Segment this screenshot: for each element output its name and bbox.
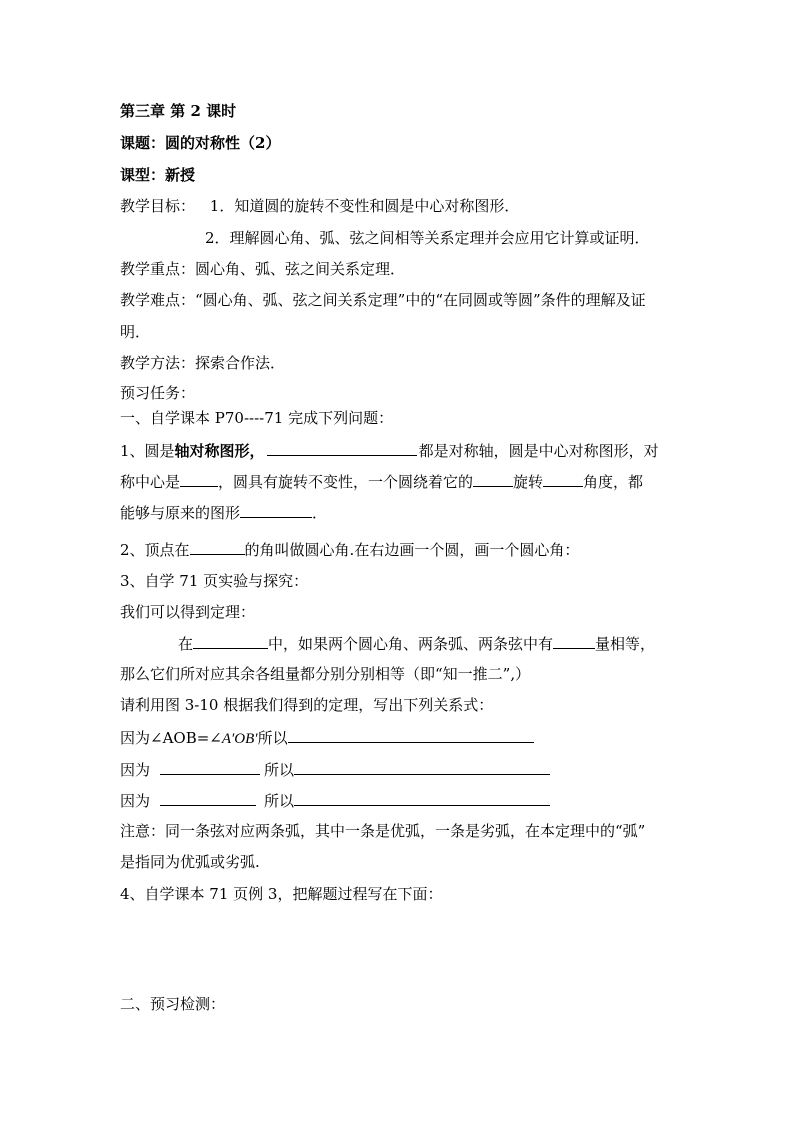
q1-bold-term: 轴对称图形， <box>174 442 265 460</box>
relation-row-1 <box>120 727 534 749</box>
lesson-topic: 课题：圆的对称性（2） <box>120 134 281 152</box>
blank-relation-2-given[interactable] <box>160 759 260 775</box>
theorem-suffix: 量相等， <box>595 635 656 653</box>
q2-prefix: 2、顶点在 <box>120 541 190 559</box>
relation2-because: 因为 <box>120 761 151 779</box>
theorem-intro: 我们可以得到定理： <box>120 603 256 621</box>
q1-angle-suffix: 角度，都 <box>583 473 644 491</box>
theorem-line-1 <box>178 633 655 654</box>
q1-center-prefix: 称中心是 <box>120 473 181 491</box>
chapter-title: 第三章 第 2 课时 <box>120 102 237 120</box>
q3-heading: 3、自学 71 页实验与探究： <box>120 572 309 590</box>
q1-line-3 <box>120 502 327 523</box>
blank-relation-2-result[interactable] <box>294 759 550 775</box>
teaching-method: 教学方法：探索合作法． <box>120 354 286 372</box>
relation3-because: 因为 <box>120 792 151 810</box>
q1-suffix: 都是对称轴，圆是中心对称图形，对 <box>418 442 659 460</box>
q1-line-1 <box>120 440 659 461</box>
objective-item-1: 1．知道圆的旋转不变性和圆是中心对称图形． <box>209 197 520 215</box>
q1-period: ． <box>312 504 328 522</box>
relation1-because: 因为∠AOB=∠ <box>120 729 222 747</box>
difficulty-line-1: 教学难点：“圆心角、弧、弦之间关系定理”中的“在同圆或等圆”条件的理解及证 <box>120 291 646 309</box>
preview-task-label: 预习任务： <box>120 384 196 402</box>
blank-angle[interactable] <box>543 471 583 487</box>
theorem-mid: 中，如果两个圆心角、两条弧、两条弦中有 <box>268 635 554 653</box>
relation1-so: 所以 <box>257 729 288 747</box>
theorem-prefix: 在 <box>178 635 194 653</box>
q1-shape-prefix: 能够与原来的图形 <box>120 504 241 522</box>
difficulty-line-2: 明． <box>120 323 151 341</box>
q1-rotation-text: ，圆具有旋转不变性，一个圆绕着它的 <box>218 473 474 491</box>
objectives-label: 教学目标： <box>120 197 196 215</box>
blank-same-circle[interactable] <box>193 633 268 649</box>
blank-center[interactable] <box>180 471 218 487</box>
blank-relation-3-given[interactable] <box>160 790 256 806</box>
q2-line <box>120 539 579 560</box>
q2-suffix: 的角叫做圆心角.在右边画一个圆，画一个圆心角： <box>244 541 580 559</box>
relation-row-3 <box>120 790 550 811</box>
section2-heading: 二、预习检测： <box>120 995 226 1013</box>
blank-relation-1[interactable] <box>288 727 534 743</box>
note-line-1: 注意：同一条弦对应两条弧，其中一条是优弧，一条是劣弧，在本定理中的“弧” <box>120 822 646 840</box>
section1-heading: 一、自学课本 P70----71 完成下列问题： <box>120 409 394 427</box>
relation3-so: 所以 <box>264 792 295 810</box>
lesson-type: 课型：新授 <box>120 166 196 184</box>
q4-line: 4、自学课本 71 页例 3，把解题过程写在下面： <box>120 885 443 903</box>
blank-equal-count[interactable] <box>553 633 595 649</box>
relation-row-2 <box>120 759 550 780</box>
blank-rotation-center[interactable] <box>473 471 513 487</box>
q1-line-2 <box>120 471 643 492</box>
q1-prefix: 1、圆是 <box>120 442 175 460</box>
blank-relation-3-result[interactable] <box>294 790 550 806</box>
relation2-so: 所以 <box>264 761 295 779</box>
objective-item-2: 2．理解圆心角、弧、弦之间相等关系定理并会应用它计算或证明． <box>205 229 650 247</box>
theorem-line-2: 那么它们所对应其余各组量都分别分别相等（即“知一推二”,） <box>120 665 531 683</box>
blank-vertex-position[interactable] <box>190 539 245 555</box>
use-figure-instruction: 请利用图 3-10 根据我们得到的定理，写出下列关系式： <box>120 696 494 714</box>
key-points: 教学重点：圆心角、弧、弦之间关系定理． <box>120 260 406 278</box>
objectives-line-1 <box>120 196 519 216</box>
blank-coincide[interactable] <box>240 502 312 518</box>
blank-symmetry-axis[interactable] <box>267 440 417 456</box>
note-line-2: 是指同为优弧或劣弧. <box>120 853 260 871</box>
q1-rotate-word: 旋转 <box>513 473 544 491</box>
angle-a-prime-o-b-prime: A′OB′ <box>221 731 258 747</box>
